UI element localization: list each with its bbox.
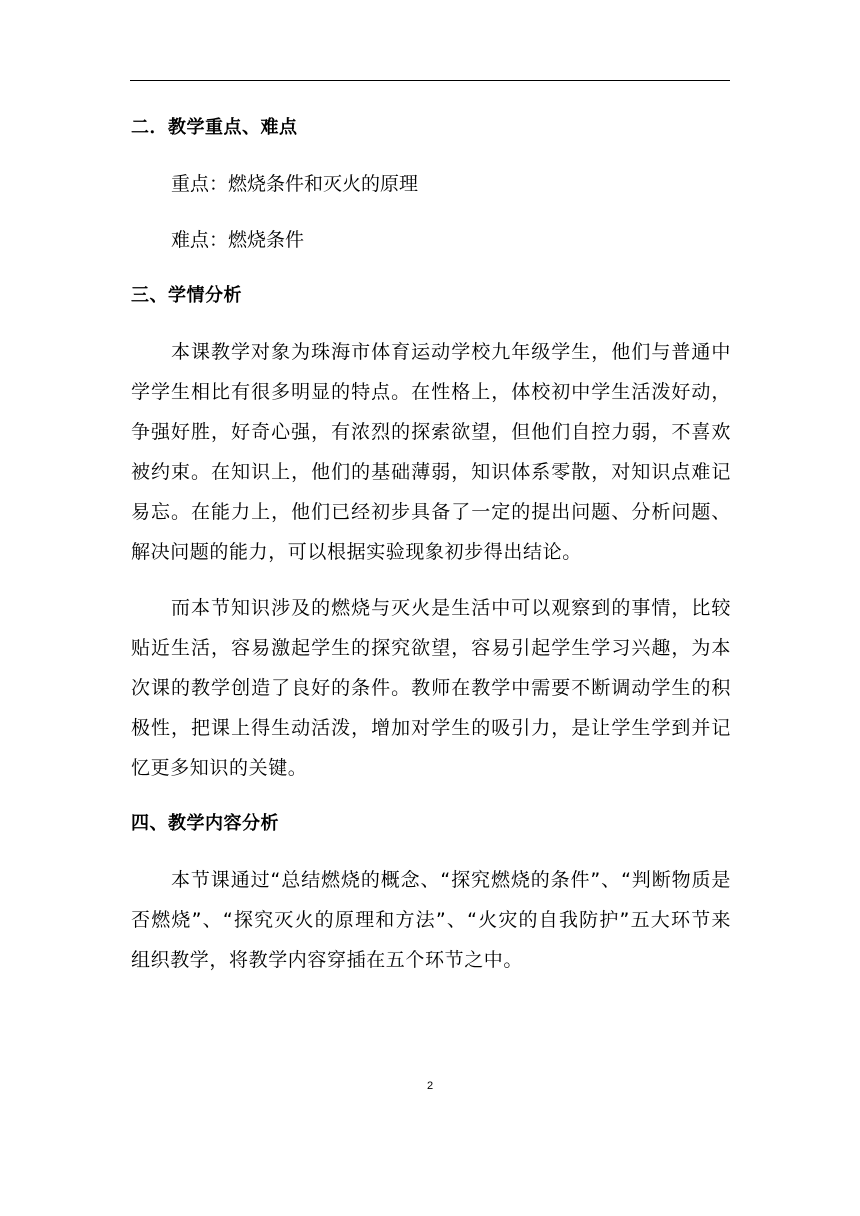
header-rule [130,80,730,81]
page-content [131,108,731,996]
section-heading-key-points: 二．教学重点、难点 [131,117,298,138]
difficult-point-line: 难点：燃烧条件 [171,229,305,251]
page-number: 2 [426,1080,434,1092]
content-analysis-paragraph: 本节课通过“总结燃烧的概念、“探究燃烧的条件”、“判断物质是否燃烧”、“探究灭火的原理和方法”、“火灾的自我防护”五大环节来组织教学，将教学内容穿插在五个环节之中。 [131,869,731,971]
student-analysis-paragraph-2: 而本节知识涉及的燃烧与灭火是生活中可以观察到的事情，比较贴近生活，容易激起学生的探究欲望，容易引起学生学习兴趣，为本次课的教学创造了良好的条件。教师在教学中需要不断调动学生的积极性，把课上得生动活泼，增加对学生的吸引力，是让学生学到并记忆更多知识的关键。 [131,597,731,779]
section-heading-student-analysis: 三、学情分析 [131,285,242,306]
section-heading-content-analysis: 四、教学内容分析 [131,813,279,834]
key-point-line: 重点：燃烧条件和灭火的原理 [171,173,419,195]
student-analysis-paragraph-1: 本课教学对象为珠海市体育运动学校九年级学生，他们与普通中学学生相比有很多明显的特点。在性格上，体校初中学生活泼好动，争强好胜，好奇心强，有浓烈的探索欲望，但他们自控力弱，不喜欢被约束。在知识上，他们的基础薄弱，知识体系零散，对知识点难记易忘。在能力上，他们已经初步具备了一定的提出问题、分析问题、解决问题的能力，可以根据实验现象初步得出结论。 [131,341,731,563]
